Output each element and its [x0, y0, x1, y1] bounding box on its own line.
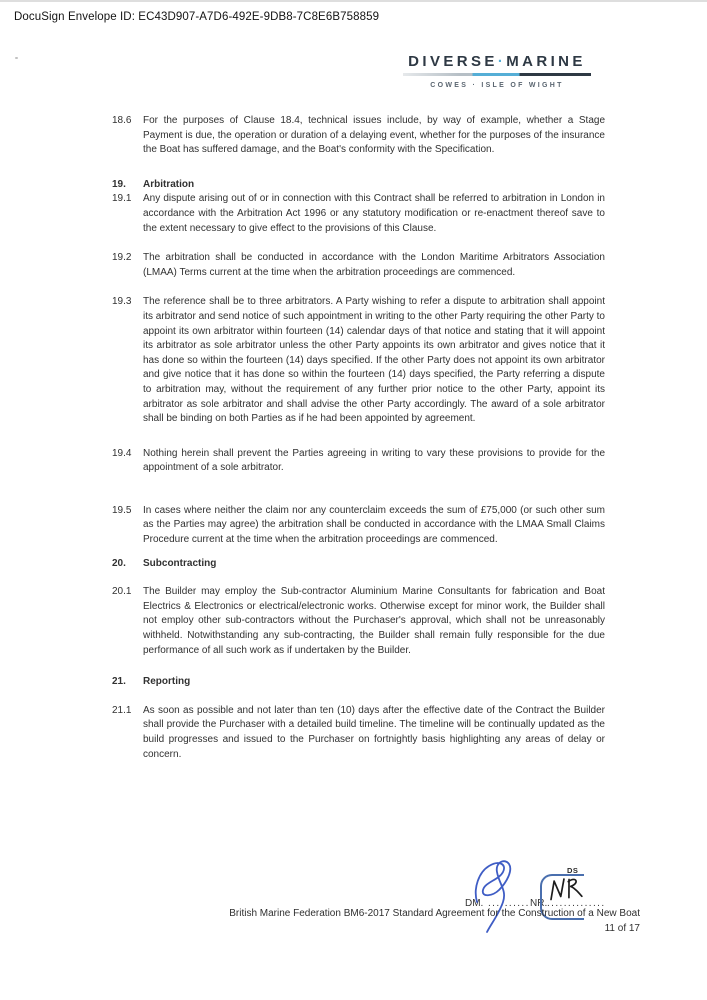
dm-initials-label: DM. [465, 898, 484, 909]
clause-text: The Builder may employ the Sub-contractor Aluminium Marine Consultants for fabrication and Boat Electrics & Electronics or electrical/electronic works. Otherwise except for minor work, the Builder shall not employ other sub-contractors without the Purchaser's approval, which shall not be unreasonably withheld. Notwithstanding any sub-contracting, the Builder shall remain fully responsible for the due performance of all such work as if undertaken by the Builder. [143, 586, 605, 656]
nr-initials-label: NR. [530, 898, 548, 909]
clause-20-1 [112, 585, 605, 658]
heading-20-subcontracting [112, 557, 605, 572]
clause-number: 20. [112, 557, 126, 569]
page-number: 11 of 17 [604, 923, 640, 934]
heading-21-reporting [112, 675, 605, 690]
footer-agreement-title: British Marine Federation BM6-2017 Standard Agreement for the Construction of a New Boat [229, 908, 640, 919]
clause-number: 19.3 [112, 296, 132, 308]
clause-number: 19.5 [112, 504, 132, 516]
clause-18-6 [112, 114, 605, 158]
heading-19-arbitration [112, 178, 605, 193]
scan-artifact-top-edge [0, 0, 707, 2]
diverse-marine-logo [403, 53, 591, 89]
logo-word-marine: MARINE [506, 53, 586, 70]
clause-19-5 [112, 504, 605, 548]
section-heading: Arbitration [143, 178, 195, 190]
logo-word-diverse: DIVERSE [408, 53, 498, 70]
clause-number: 21.1 [112, 704, 132, 716]
nr-dotted-line: .............. [547, 898, 606, 909]
clause-number: 21. [112, 676, 126, 688]
dm-handwritten-initials [467, 854, 525, 936]
clause-21-1 [112, 704, 605, 762]
clause-number: 19. [112, 178, 126, 190]
clause-19-4 [112, 447, 605, 476]
clause-number: 19.2 [112, 252, 132, 264]
clause-number: 18.6 [112, 115, 132, 126]
scan-artifact-speck [15, 57, 18, 59]
contract-body [112, 114, 605, 762]
logo-tagline: COWES · ISLE OF WIGHT [430, 81, 564, 89]
clause-text: In cases where neither the claim nor any counterclaim exceeds the sum of £75,000 (or such other sum as the Parties may agree) the arbitration shall be conducted in accordance with the LMAA Small Claims Procedure current at the time when the arbitration proceedings are commenced. [143, 504, 605, 546]
clause-number: 19.1 [112, 193, 132, 205]
clause-19-3 [112, 295, 605, 426]
nr-handwritten-initials [545, 876, 585, 902]
logo-dot-separator: · [497, 53, 507, 70]
clause-text: The arbitration shall be conducted in accordance with the London Maritime Arbitrators Association (LMAA) Terms current at the time when the arbitration proceedings are commenced. [143, 252, 605, 278]
clause-19-2 [112, 251, 605, 280]
section-heading: Subcontracting [143, 557, 217, 569]
clause-text: For the purposes of Clause 18.4, technical issues include, by way of example, whether a Stage Payment is due, the operation or duration of a delaying event, whether for the purposes of the insurance the Boat has suffered damage, and the Boat's conformity with the Specification. [143, 115, 605, 156]
clause-number: 20.1 [112, 586, 132, 598]
clause-19-1 [112, 192, 605, 236]
docusign-ds-tab: DS [567, 866, 579, 875]
logo-underline-bar [403, 73, 591, 76]
docusign-envelope-id: DocuSign Envelope ID: EC43D907-A7D6-492E-9DB8-7C8E6B758859 [14, 11, 380, 23]
section-heading: Reporting [143, 676, 191, 688]
dm-dotted-line: .......... [488, 898, 530, 909]
clause-number: 19.4 [112, 447, 132, 459]
clause-text: As soon as possible and not later than ten (10) days after the effective date of the Contract the Builder shall provide the Purchaser with a detailed build timeline. The timeline will be continually updated as the build progresses and issued to the Purchaser on fortnightly basis highlighting any areas of delay or concern. [143, 704, 605, 760]
clause-text: Nothing herein shall prevent the Parties agreeing in writing to vary these provisions to provide for the appointment of a sole arbitrator. [143, 447, 605, 474]
clause-text: Any dispute arising out of or in connection with this Contract shall be referred to arbitration in London in accordance with the Arbitration Act 1996 or any statutory modification or re-enactment thereof save to the extent necessary to give effect to the provisions of this Clause. [143, 193, 605, 234]
logo-wordmark [403, 53, 591, 70]
clause-text: The reference shall be to three arbitrators. A Party wishing to refer a dispute to arbitration shall appoint its arbitrator and send notice of such appointment in writing to the other Party requiring the other Party to appoint its own arbitrator within fourteen (14) calendar days of that notice and stating that it will appoint its arbitrator as sole arbitrator unless the other Party appoints its own arbitrator and gives notice that it has done so within the fourteen (14) days specified. If the other Party does not appoint its own arbitrator and give notice that it has done so within the fourteen (14) days specified, the Party referring a dispute to arbitration may, without the requirement of any further prior notice to the other Party, appoint its arbitrator as sole arbitrator and shall advise the other Party accordingly. The award of a sole arbitrator shall be binding on both Parties as if he had been appointed by agreement. [143, 296, 605, 425]
